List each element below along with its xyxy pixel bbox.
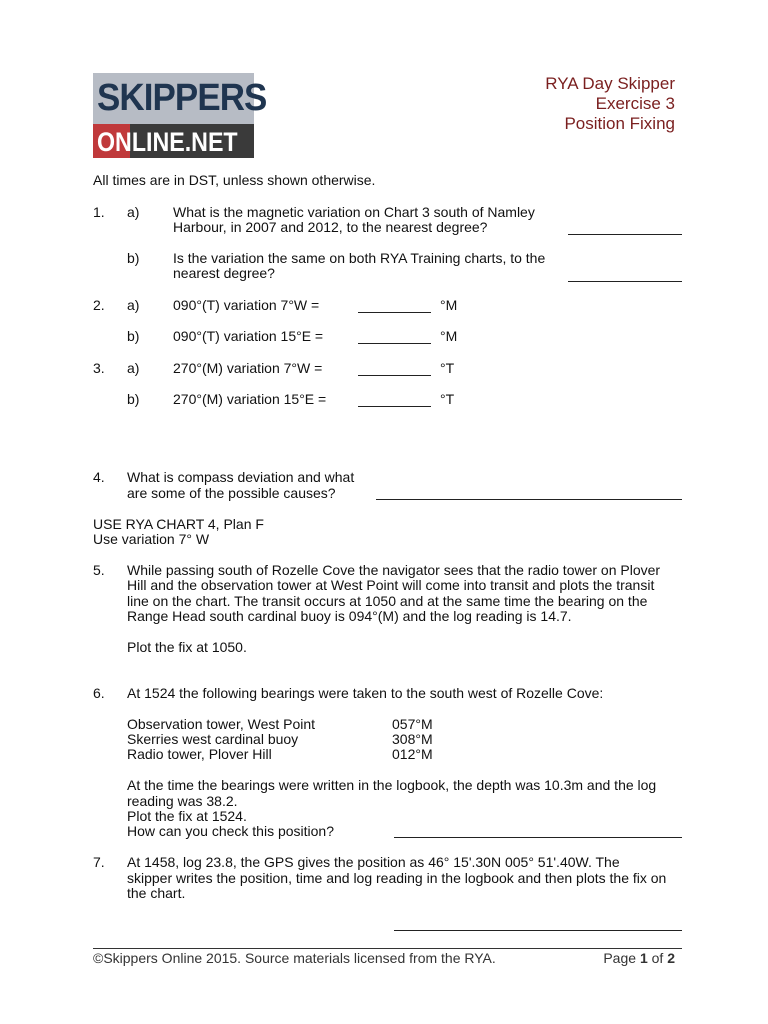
q6-number: 6. [93, 685, 105, 701]
q1a-answer-line[interactable] [568, 234, 682, 235]
q1a-text-line2: Harbour, in 2007 and 2012, to the nearest degree? [173, 219, 488, 235]
q7-number: 7. [93, 854, 105, 870]
page-word: Page [603, 950, 637, 966]
page-number: 1 [639, 950, 648, 966]
q5-text-line5: Plot the fix at 1050. [127, 639, 247, 655]
of-word: of [651, 950, 664, 966]
q3a-unit: °T [440, 360, 455, 376]
q7-text-line2: skipper writes the position, time and log reading in the logbook and then plots the fix on [127, 870, 667, 886]
header-title [545, 74, 675, 134]
skippers-online-logo [93, 73, 267, 158]
q5-text-line4: Range Head south cardinal buoy is 094°(M) and the log reading is 14.7. [127, 608, 572, 624]
q6-text-line2: reading was 38.2. [127, 793, 238, 809]
page-total: 2 [667, 950, 675, 966]
q3a-answer-line[interactable] [358, 375, 431, 376]
q2-number: 2. [93, 297, 105, 313]
chart-instruction: USE RYA CHART 4, Plan F [93, 516, 264, 532]
q3a-label: a) [127, 360, 140, 376]
q4-text-line1: What is compass deviation and what [127, 469, 355, 485]
q3b-unit: °T [440, 391, 455, 407]
q5-text-line3: line on the chart. The transit occurs at 1050 and at the same time the bearing on the [127, 593, 648, 609]
bearing-object: Observation tower, West Point [127, 716, 316, 732]
header-line-topic: Position Fixing [564, 114, 675, 133]
q1b-text-line2: nearest degree? [173, 265, 275, 281]
q6-answer-line[interactable] [394, 837, 682, 838]
q1b-text-line1: Is the variation the same on both RYA Training charts, to the [173, 250, 546, 266]
q3-number: 3. [93, 360, 105, 376]
q2a-label: a) [127, 297, 140, 313]
q2b-label: b) [127, 328, 140, 344]
bearing-value: 057°M [392, 716, 433, 732]
header-line-course: RYA Day Skipper [545, 74, 675, 93]
bearing-object: Radio tower, Plover Hill [127, 746, 272, 762]
footer-divider [93, 948, 682, 949]
q5-number: 5. [93, 562, 105, 578]
footer-copyright: ©Skippers Online 2015. Source materials licensed from the RYA. [93, 950, 496, 966]
bearing-object: Skerries west cardinal buoy [127, 731, 299, 747]
q4-number: 4. [93, 469, 105, 485]
q1b-label: b) [127, 250, 140, 266]
page-indicator [603, 950, 675, 966]
q3b-text: 270°(M) variation 15°E = [173, 391, 327, 407]
q7-answer-line[interactable] [394, 930, 682, 931]
q7-text-line3: the chart. [127, 885, 186, 901]
q1b-answer-line[interactable] [568, 281, 682, 282]
logo-text-online: ONLINE.NET [97, 127, 238, 157]
q2b-text: 090°(T) variation 15°E = [173, 328, 324, 344]
q3a-text: 270°(M) variation 7°W = [173, 360, 323, 376]
intro-text: All times are in DST, unless shown otherwise. [93, 172, 376, 188]
logo-text-skippers: SKIPPERS [97, 77, 267, 119]
q2b-answer-line[interactable] [358, 343, 431, 344]
q5-text-line1: While passing south of Rozelle Cove the navigator sees that the radio tower on Plover [127, 562, 661, 578]
variation-instruction: Use variation 7° W [93, 531, 210, 547]
logo-top-band [93, 73, 267, 124]
q2a-answer-line[interactable] [358, 312, 431, 313]
logo-bottom-band [93, 124, 254, 158]
q1a-text-line1: What is the magnetic variation on Chart 3 south of Namley [173, 204, 535, 220]
bearing-value: 308°M [392, 731, 433, 747]
q1-number: 1. [93, 204, 105, 220]
q6-text-line1: At the time the bearings were written in the logbook, the depth was 10.3m and the log [127, 777, 657, 793]
header-line-exercise: Exercise 3 [595, 94, 675, 113]
q1a-label: a) [127, 204, 140, 220]
q7-text-line1: At 1458, log 23.8, the GPS gives the position as 46° 15'.30N 005° 51'.40W. The [127, 854, 620, 870]
q5-text-line2: Hill and the observation tower at West Point will come into transit and plots the transit [127, 577, 655, 593]
q6-text-line4: How can you check this position? [127, 823, 334, 839]
q2a-text: 090°(T) variation 7°W = [173, 297, 320, 313]
bearing-value: 012°M [392, 746, 433, 762]
q3b-answer-line[interactable] [358, 406, 431, 407]
q4-text-line2: are some of the possible causes? [127, 485, 336, 501]
q2b-unit: °M [440, 328, 458, 344]
q6-intro: At 1524 the following bearings were taken to the south west of Rozelle Cove: [127, 685, 604, 701]
q6-text-line3: Plot the fix at 1524. [127, 808, 247, 824]
q3b-label: b) [127, 391, 140, 407]
q2a-unit: °M [440, 297, 458, 313]
q4-answer-line[interactable] [376, 499, 682, 500]
